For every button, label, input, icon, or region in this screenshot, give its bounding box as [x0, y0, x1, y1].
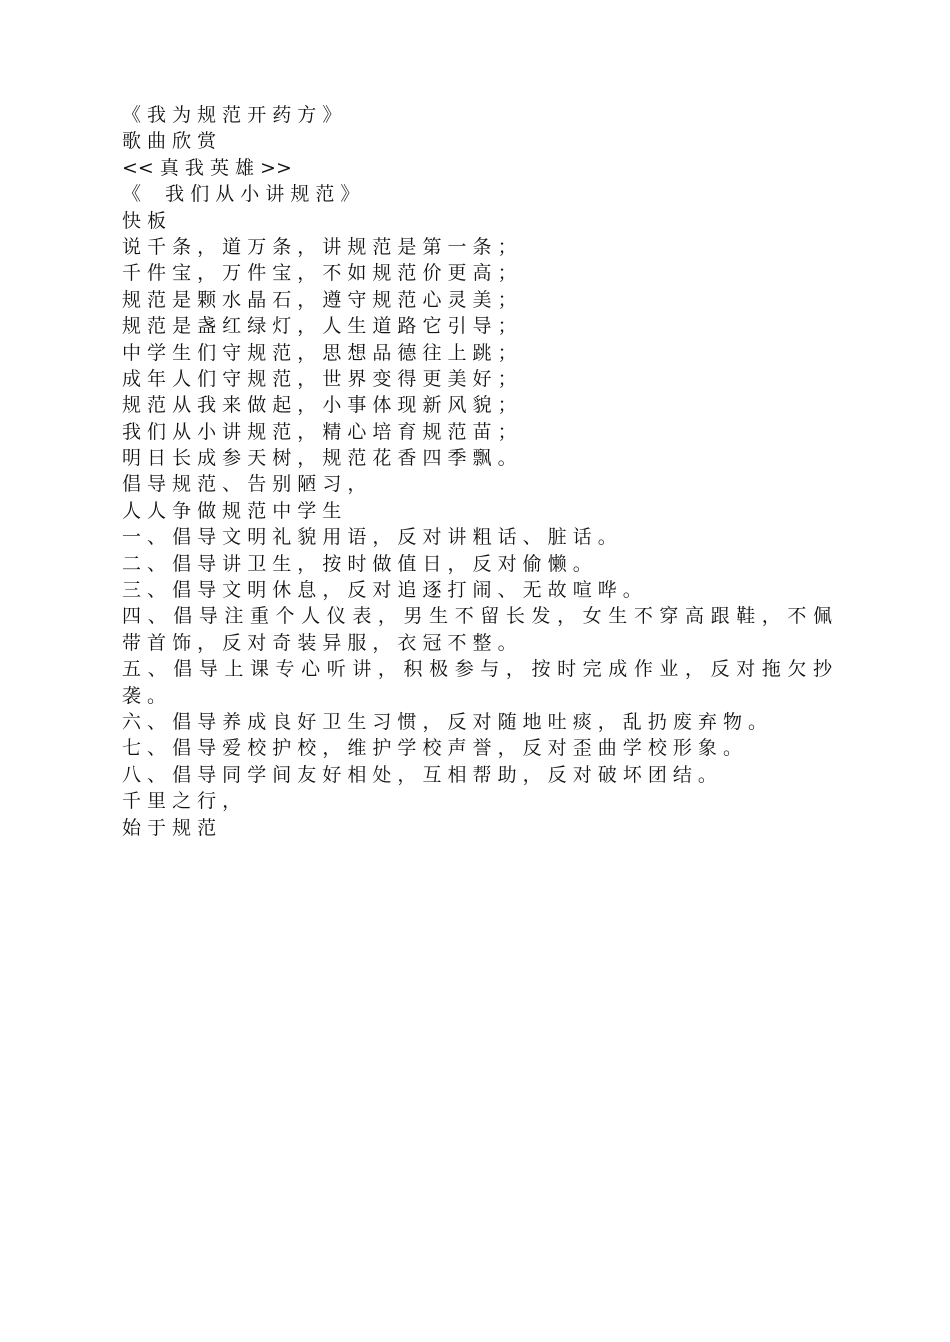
proposal-item: 五 、 倡 导 上 课 专 心 听 讲 ， 积 极 参 与 ， 按 时 完 成 作 业 ， 反 对 拖 欠 抄 袭 。 — [122, 658, 832, 707]
document-page — [122, 102, 832, 841]
doc-title: 《 我 为 规 范 开 药 方 》 — [122, 104, 342, 126]
section-heading: 歌 曲 欣 赏 — [122, 130, 217, 153]
poem-line: 千 件 宝 ， 万 件 宝 ， 不 如 规 范 价 更 高 ； — [122, 262, 517, 285]
closing-line: 始 于 规 范 — [122, 816, 217, 839]
slogan-line: 人 人 争 做 规 范 中 学 生 — [122, 499, 342, 522]
section-heading: 快 板 — [122, 209, 167, 232]
poem-line: 说 千 条 ， 道 万 条 ， 讲 规 范 是 第 一 条 ； — [122, 235, 517, 258]
poem-title: 《 我 们 从 小 讲 规 范 》 — [122, 183, 360, 206]
proposal-item: 二 、 倡 导 讲 卫 生 ， 按 时 做 值 日 ， 反 对 偷 懒 。 — [122, 552, 592, 575]
proposal-item: 七 、 倡 导 爱 校 护 校 ， 维 护 学 校 声 誉 ， 反 对 歪 曲 学 校 形 象 。 — [122, 737, 742, 760]
poem-line: 我 们 从 小 讲 规 范 ， 精 心 培 育 规 范 苗 ； — [122, 420, 517, 443]
slogan-line: 倡 导 规 范 、 告 别 陋 习 ， — [122, 473, 367, 496]
poem-line: 规 范 是 颗 水 晶 石 ， 遵 守 规 范 心 灵 美 ； — [122, 288, 517, 311]
poem-line: 中 学 生 们 守 规 范 ， 思 想 品 德 往 上 跳 ； — [122, 341, 517, 364]
poem-line: 明 日 长 成 参 天 树 ， 规 范 花 香 四 季 飘 。 — [122, 447, 517, 470]
closing-line: 千 里 之 行 ， — [122, 790, 242, 813]
proposal-item: 四 、 倡 导 注 重 个 人 仪 表 ， 男 生 不 留 长 发 ， 女 生 不 穿 高 跟 鞋 ， 不 佩 带 首 饰 ， 反 对 奇 装 异 服 ， 衣 冠 不 整 。 — [122, 605, 832, 654]
proposal-item: 六 、 倡 导 养 成 良 好 卫 生 习 惯 ， 反 对 随 地 吐 痰 ， 乱 扔 废 弃 物 。 — [122, 711, 767, 734]
song-title: << 真 我 英 雄 >> — [122, 156, 292, 179]
poem-line: 成 年 人 们 守 规 范 ， 世 界 变 得 更 美 好 ； — [122, 367, 517, 390]
proposal-item: 八 、 倡 导 同 学 间 友 好 相 处 ， 互 相 帮 助 ， 反 对 破 坏 团 结 。 — [122, 763, 717, 786]
proposal-item: 三 、 倡 导 文 明 休 息 ， 反 对 追 逐 打 闹 、 无 故 喧 哗 。 — [122, 579, 642, 602]
poem-line: 规 范 是 盏 红 绿 灯 ， 人 生 道 路 它 引 导 ； — [122, 315, 517, 338]
proposal-item: 一 、 倡 导 文 明 礼 貌 用 语 ， 反 对 讲 粗 话 、 脏 话 。 — [122, 526, 617, 549]
poem-line: 规 范 从 我 来 做 起 ， 小 事 体 现 新 风 貌 ； — [122, 394, 517, 417]
